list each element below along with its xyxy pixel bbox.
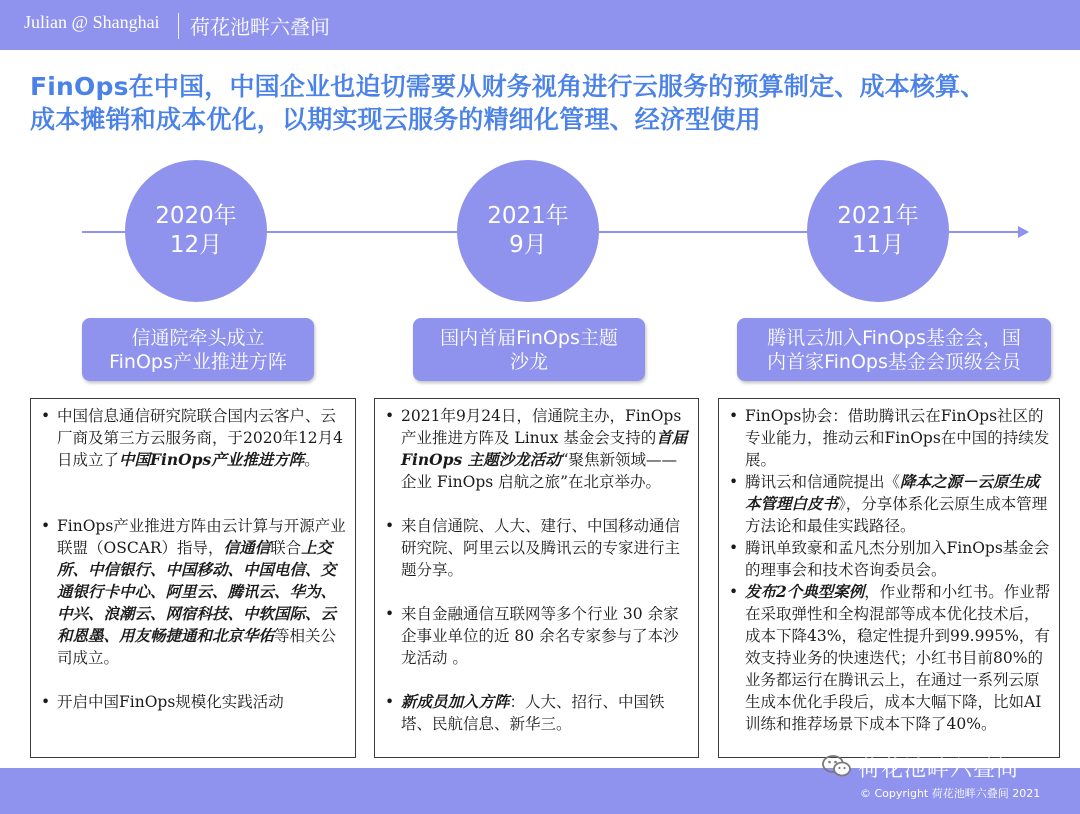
bullet-item: • 开启中国FinOps规模化实践活动 <box>39 691 347 713</box>
emphasis-text: 降本之源－云原生成本管理白皮书 <box>745 472 1040 513</box>
milestone-month: 12月 <box>169 232 223 258</box>
event-title-3 <box>737 318 1051 381</box>
milestone-year: 2020年 <box>155 203 237 229</box>
event-title-line: 信通院牵头成立 <box>131 326 265 349</box>
bullet-item: • FinOps协会：借助腾讯云在FinOps社区的专业能力，推动云和FinOps在中国的持续发展。 <box>727 405 1051 471</box>
emphasis-text: 信通信 <box>223 538 271 557</box>
bullet-item: • 2021年9月24日，信通院主办，FinOps 产业推进方阵及 Linux 基金会支持的首届 FinOps 主题沙龙活动“聚焦新领域——企业 FinOps 启航之旅”在北京举办。 <box>383 405 690 493</box>
emphasis-text: 上交所、中信银行、中国移动、中国电信、交通银行卡中心、阿里云、腾讯云、华为、中兴、浪潮云、网宿科技、中软国际、云和恩墨、用友畅捷通和北京华佑 <box>57 538 337 645</box>
top-bar <box>0 0 1080 50</box>
bullet-item: • 来自信通院、人大、建行、中国移动通信研究院、阿里云以及腾讯云的专家进行主题分享。 <box>383 515 690 581</box>
event-title-line: FinOps产业推进方阵 <box>109 350 287 373</box>
headline-line-1: FinOps在中国，中国企业也迫切需要从财务视角进行云服务的预算制定、成本核算、 <box>30 72 986 101</box>
milestone-year: 2021年 <box>837 203 919 229</box>
bullet-item: • FinOps产业推进方阵由云计算与开源产业联盟（OSCAR）指导，信通信联合上交所、中信银行、中国移动、中国电信、交通银行卡中心、阿里云、腾讯云、华为、中兴、浪潮云、网宿科技、中软国际、云和恩墨、用友畅捷通和北京华佑等相关公司成立。 <box>39 515 347 669</box>
brand-title: 荷花池畔六叠间 <box>190 15 330 39</box>
headline-line-2: 成本摊销和成本优化，以期实现云服务的精细化管理、经济型使用 <box>30 105 761 134</box>
timeline-arrow-icon <box>1018 226 1029 238</box>
event-title-line: 沙龙 <box>509 350 548 373</box>
watermark-text: 荷花池畔六叠间 <box>858 757 1020 782</box>
milestone-circle-2020-12 <box>125 160 267 302</box>
author-label: Julian @ Shanghai <box>24 12 160 32</box>
slide-headline <box>30 70 1060 136</box>
milestone-month: 11月 <box>851 232 905 258</box>
event-title-2 <box>413 318 645 381</box>
milestone-circle-2021-09 <box>457 160 599 302</box>
event-title-1 <box>82 318 314 381</box>
bullet-item: • 中国信息通信研究院联合国内云客户、云厂商及第三方云服务商，于2020年12月4日成立了中国FinOps产业推进方阵。 <box>39 405 347 471</box>
bullet-item: • 腾讯云和信通院提出《降本之源－云原生成本管理白皮书》，分享体系化云原生成本管理方法论和最佳实践路径。 <box>727 471 1051 537</box>
detail-card-2 <box>374 398 699 758</box>
event-title-line: 内首家FinOps基金会顶级会员 <box>767 350 1021 373</box>
bullet-item: • 腾讯单致豪和孟凡杰分别加入FinOps基金会的理事会和技术咨询委员会。 <box>727 537 1051 581</box>
milestone-year: 2021年 <box>487 203 569 229</box>
detail-card-1 <box>30 398 356 758</box>
bullet-item: • 发布2个典型案例，作业帮和小红书。作业帮在采取弹性和全构混部等成本优化技术后，成本下降43%，稳定性提升到99.995%，有效支持业务的快速迭代；小红书目前80%的业务都运行在腾讯云上，在通过一系列云原生成本优化手段后，成本大幅下降，比如AI训练和推荐场景下成本下降了40%。 <box>727 581 1051 735</box>
emphasis-text: 新成员加入方阵 <box>401 692 510 711</box>
copyright-text: © Copyright 荷花池畔六叠间 2021 <box>860 787 1041 800</box>
event-title-line: 国内首届FinOps主题 <box>440 326 618 349</box>
event-title-line: 腾讯云加入FinOps基金会，国 <box>767 326 1021 349</box>
emphasis-text: 中国FinOps产业推进方阵 <box>119 450 305 469</box>
emphasis-text: 首届 FinOps 主题沙龙活动 <box>401 428 688 469</box>
detail-card-3 <box>718 398 1060 758</box>
bullet-item: • 新成员加入方阵：人大、招行、中国铁塔、民航信息、新华三。 <box>383 691 690 735</box>
milestone-month: 9月 <box>509 232 547 258</box>
wechat-icon <box>822 754 852 778</box>
milestone-circle-2021-11 <box>807 160 949 302</box>
bullet-item: • 来自金融通信互联网等多个行业 30 余家企事业单位的近 80 余名专家参与了本沙龙活动 。 <box>383 603 690 669</box>
header-divider <box>178 13 179 39</box>
emphasis-text: 发布2个典型案例 <box>745 582 865 601</box>
